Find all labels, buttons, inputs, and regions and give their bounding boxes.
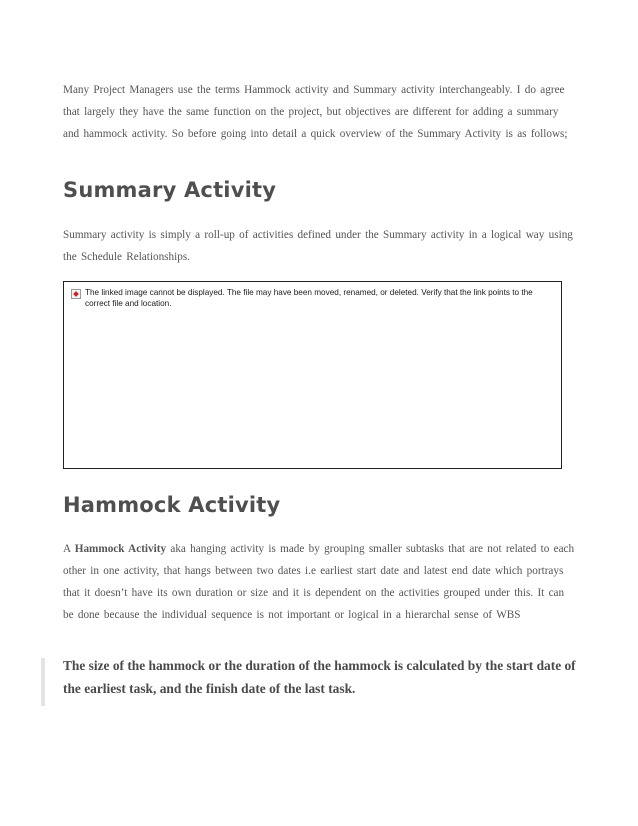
hammock-body-text: aka hanging activity is made by grouping smaller subtasks that are not related to each other in one activity, that hangs between two dates i.e earliest start date and latest end date which portrays that it doesn’t have its own duration or size and it is dependent on the activities grouped under this. It can be done because the individual sequence is not important or logical in a hierarchal sense of WBS bbox=[63, 543, 575, 621]
broken-image-message: The linked image cannot be displayed. The file may have been moved, renamed, or deleted. Verify that the link points to the correct file and location. bbox=[85, 288, 533, 308]
callout-paragraph: The size of the hammock or the duration of the hammock is calculated by the start date of the earliest task, and the finish date of the last task. bbox=[63, 658, 576, 696]
hammock-activity-paragraph bbox=[63, 538, 578, 626]
hammock-term: Hammock Activity bbox=[74, 543, 167, 555]
intro-paragraph: Many Project Managers use the terms Hammock activity and Summary activity interchangeably. I do agree that largely they have the same function on the project, but objectives are different for adding a summary and hammock activity. So before going into detail a quick overview of the Summary Activity is as follows; bbox=[63, 84, 568, 140]
broken-image-placeholder bbox=[63, 281, 562, 469]
summary-activity-paragraph: Summary activity is simply a roll-up of activities defined under the Summary activity in a logical way using the Schedule Relationships. bbox=[63, 229, 573, 263]
hammock-lead-text: A bbox=[63, 543, 75, 555]
callout-bar bbox=[41, 658, 45, 706]
hammock-activity-heading: Hammock Activity bbox=[63, 493, 281, 517]
summary-activity-heading: Summary Activity bbox=[63, 178, 277, 202]
broken-image-icon bbox=[71, 289, 81, 299]
